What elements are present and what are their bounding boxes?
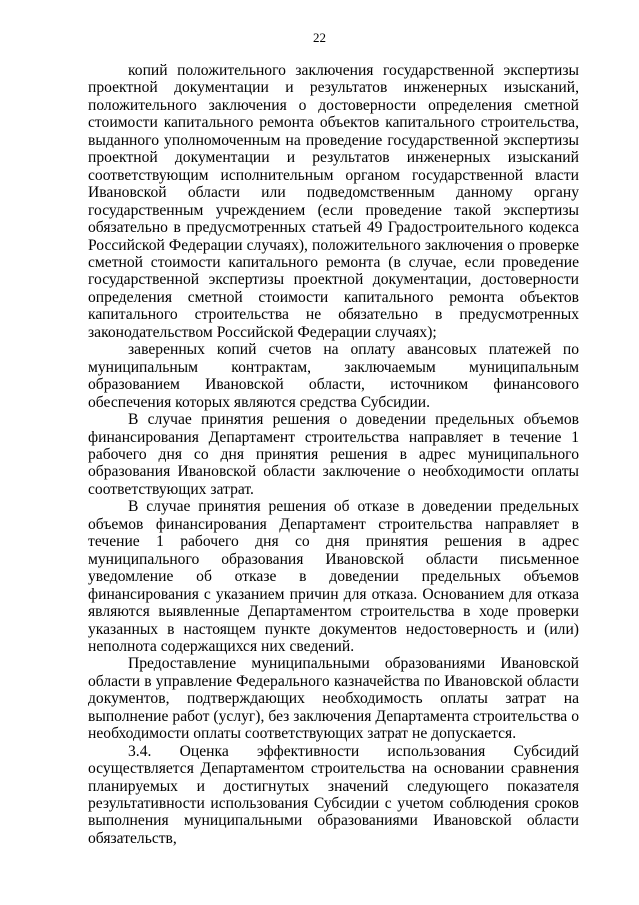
page-number: 22 [313, 30, 326, 45]
paragraph-funding-approval: В случае принятия решения о доведении предельных объемов финансирования Департамент строительства направляет в течение 1 рабочего дня со дня принятия решения в адрес муниципального образования Ивановской области заключение о необходимости оплаты соответствующих затрат. [88, 411, 579, 498]
paragraph-invoice-copies: заверенных копий счетов на оплату авансовых платежей по муниципальным контрактам, заключаемым муниципальным образованием Ивановской области, источником финансового обеспечения которых являются средства Субсидии. [88, 341, 579, 411]
document-body [88, 62, 579, 847]
paragraph-funding-refusal: В случае принятия решения об отказе в доведении предельных объемов финансирования Департамент строительства направляет в течение 1 рабочего дня со дня принятия решения в адрес муниципального образования Ивановской области письменное уведомление об отказе в доведении предельных объемов финансирования с указанием причин для отказа. Основанием для отказа являются выявленные Департаментом строительства в ходе проверки указанных в настоящем пункте документов недостоверность и (или) неполнота содержащихся них сведений. [88, 498, 579, 655]
paragraph-efficiency-assessment: 3.4. Оценка эффективности использования Субсидий осуществляется Департаментом строительства на основании сравнения планируемых и достигнутых значений следующего показателя результативности использования Субсидии с учетом соблюдения сроков выполнения муниципальными образованиями Ивановской области обязательств, [88, 742, 579, 847]
paragraph-treasury-submission: Предоставление муниципальными образованиями Ивановской области в управление Федерального казначейства по Ивановской области документов, подтверждающих необходимость оплаты затрат на выполнение работ (услуг), без заключения Департамента строительства о необходимости оплаты соответствующих затрат не допускается. [88, 655, 579, 743]
paragraph-expertise-copies: копий положительного заключения государственной экспертизы проектной документации и результатов инженерных изысканий, положительного заключения о достоверности определения сметной стоимости капитального ремонта объектов капитального строительства, выданного уполномоченным на проведение государственной экспертизы проектной документации и результатов инженерных изысканий соответствующим исполнительным органом государственной власти Ивановской области или подведомственным данному органу государственным учреждением (если проведение такой экспертизы обязательно в предусмотренных статьей 49 Градостроительного кодекса Российской Федерации случаях), положительного заключения о проверке сметной стоимости капитального ремонта (в случае, если проведение государственной экспертизы проектной документации, достоверности определения сметной стоимости капитального ремонта объектов капитального строительства не обязательно в предусмотренных законодательством Российской Федерации случаях); [88, 62, 579, 341]
